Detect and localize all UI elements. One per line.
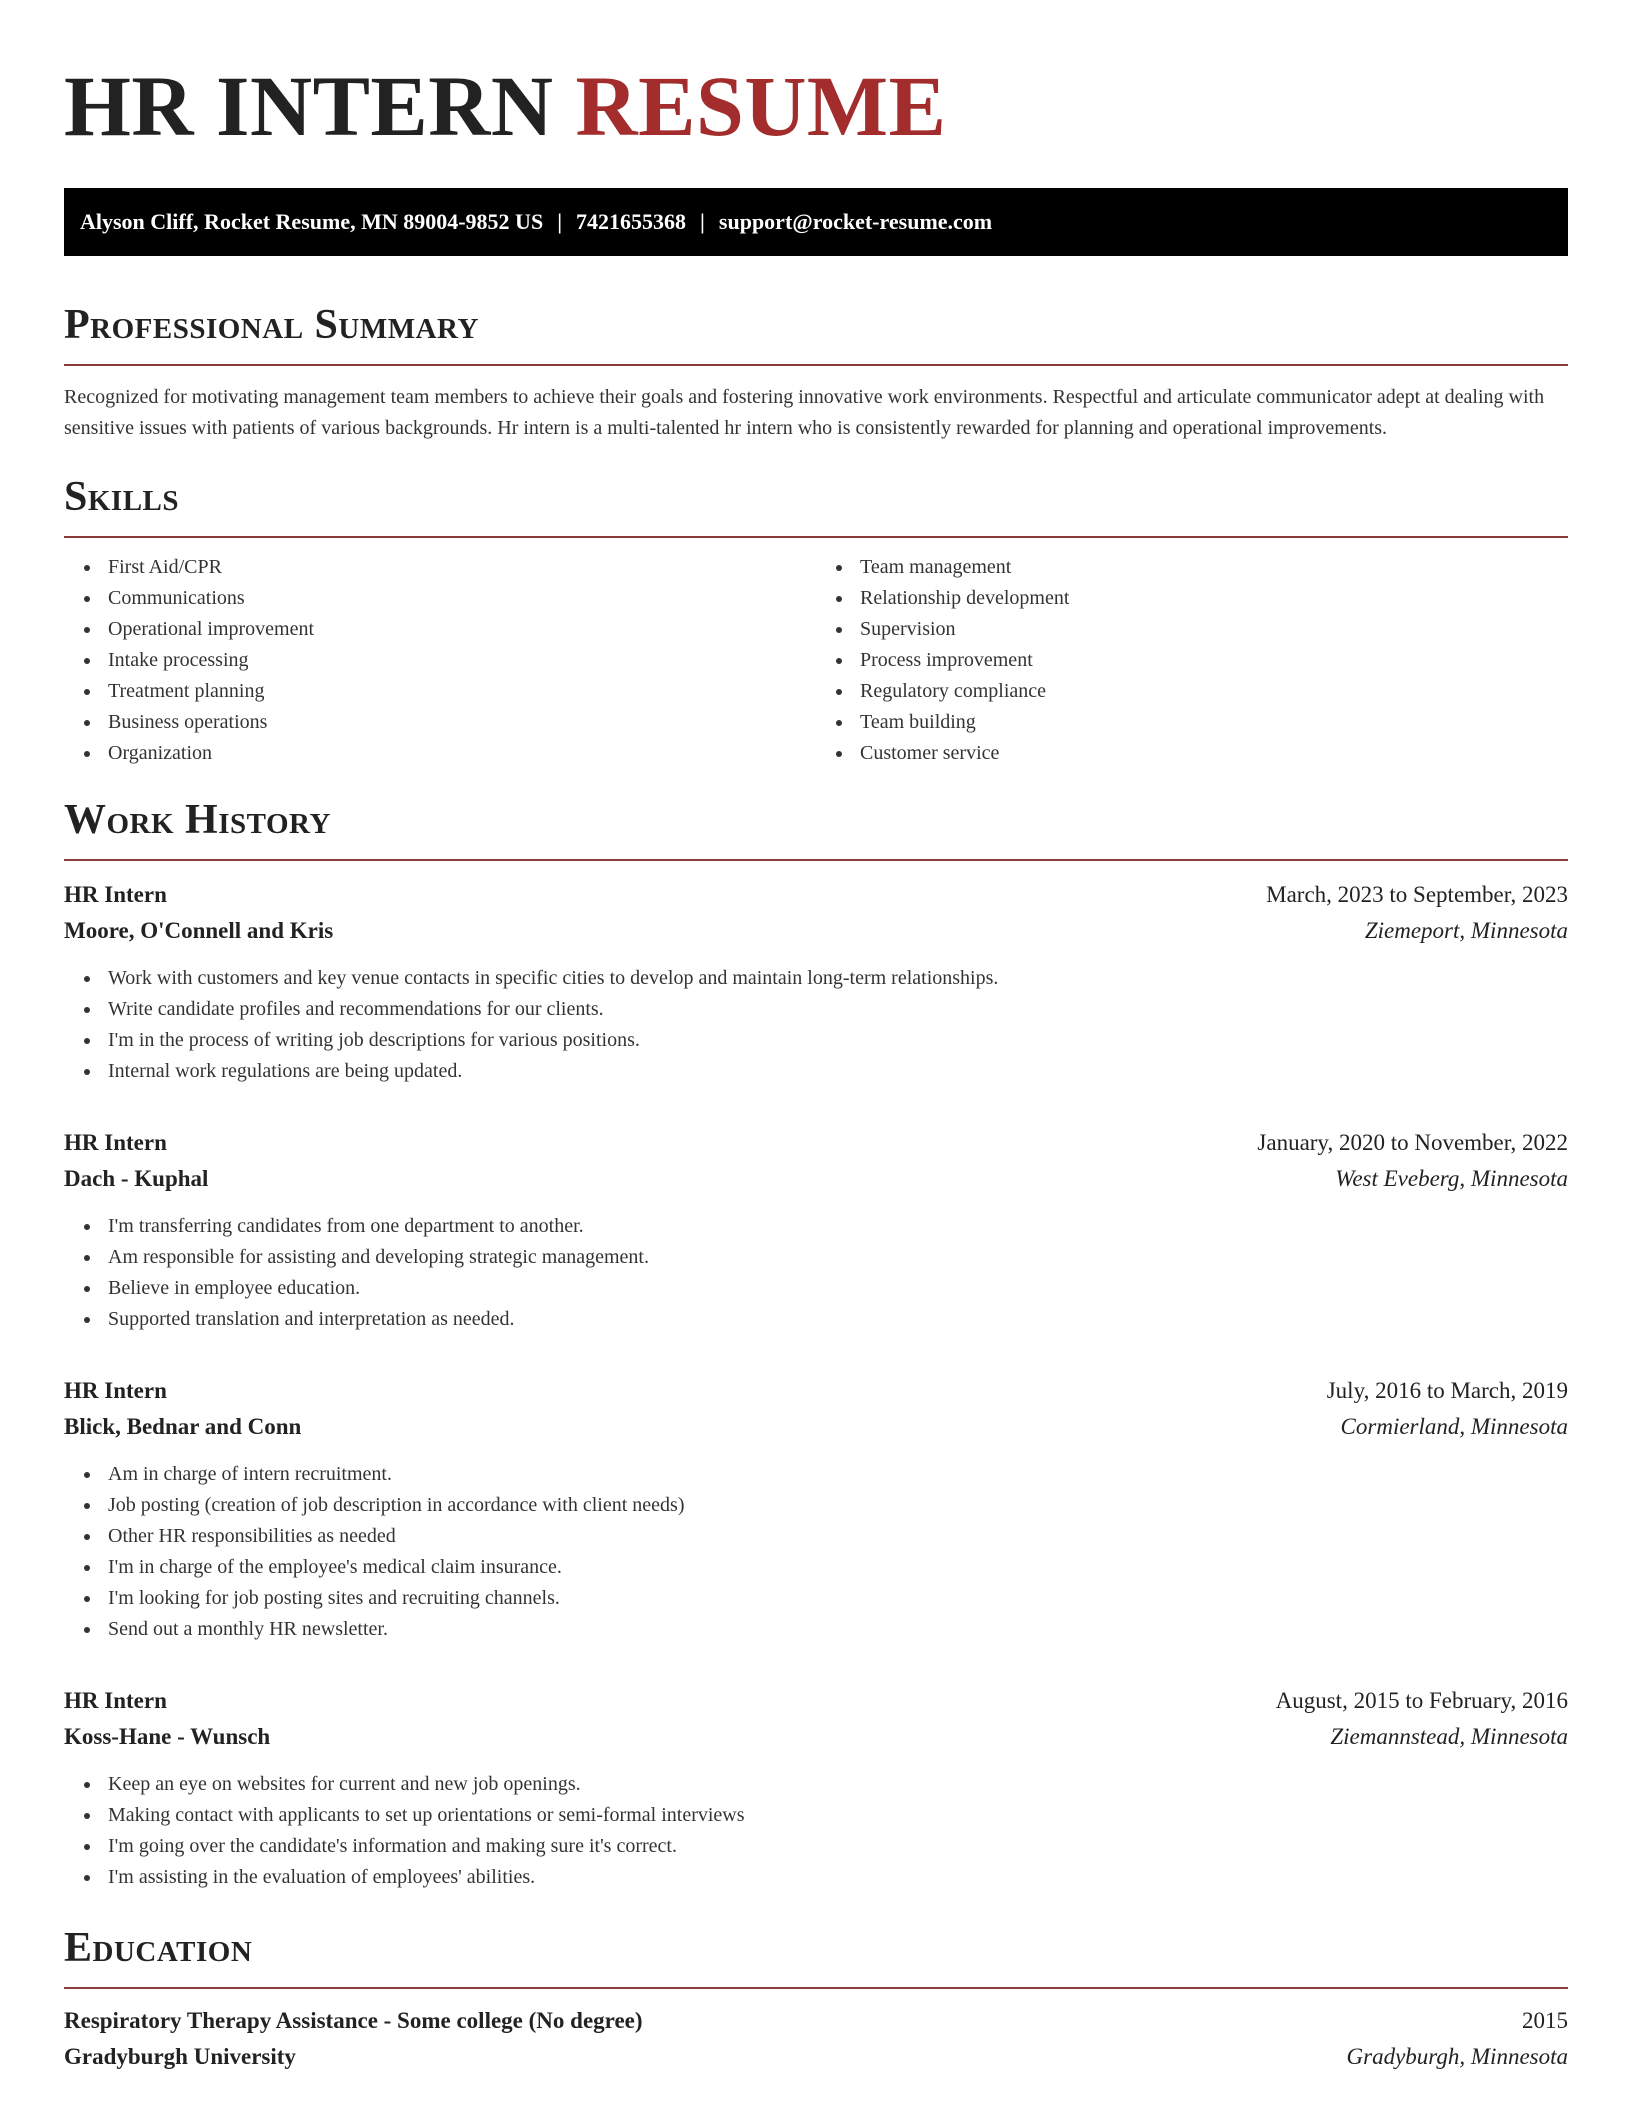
skill-item: Team building [860,707,1568,738]
job-entry [64,1373,1568,1645]
education-school-row [64,2039,1568,2075]
job-title: HR Intern [64,1688,167,1713]
skill-item: Regulatory compliance [860,676,1568,707]
job-location: Cormierland, Minnesota [1340,1414,1568,1439]
job-dates: August, 2015 to February, 2016 [1275,1688,1568,1713]
job-company-row [64,913,1568,949]
job-company: Blick, Bednar and Conn [64,1414,302,1439]
duty-item: Am in charge of intern recruitment. [108,1459,1568,1490]
duty-item: Internal work regulations are being updated. [108,1056,1568,1087]
duty-item: Believe in employee education. [108,1273,1568,1304]
job-company-row [64,1161,1568,1197]
duty-item: I'm assisting in the evaluation of employees' abilities. [108,1862,1568,1893]
duty-item: Other HR responsibilities as needed [108,1521,1568,1552]
job-company-row [64,1409,1568,1445]
contact-bar [64,188,1568,256]
duty-item: Making contact with applicants to set up orientations or semi-formal interviews [108,1800,1568,1831]
contact-phone: 7421655368 [576,209,687,234]
job-entry [64,877,1568,1087]
duty-item: Am responsible for assisting and developing strategic management. [108,1242,1568,1273]
skill-item: Process improvement [860,645,1568,676]
job-duties-list [64,1769,1568,1893]
skill-item: Team management [860,552,1568,583]
duty-item: I'm going over the candidate's information and making sure it's correct. [108,1831,1568,1862]
skill-item: Treatment planning [108,676,816,707]
contact-separator: | [700,209,705,234]
job-company: Koss-Hane - Wunsch [64,1724,271,1749]
skill-item: Communications [108,583,816,614]
duty-item: Supported translation and interpretation as needed. [108,1304,1568,1335]
job-location: Ziemannstead, Minnesota [1330,1724,1568,1749]
job-dates: March, 2023 to September, 2023 [1266,882,1568,907]
contact-address: Alyson Cliff, Rocket Resume, MN 89004-9852 US [80,209,544,234]
job-header-row [64,877,1568,913]
job-entry [64,1125,1568,1335]
skills-section [64,472,1568,769]
education-section [64,1923,1568,2075]
job-entry [64,1683,1568,1893]
skill-item: Operational improvement [108,614,816,645]
duty-item: I'm looking for job posting sites and recruiting channels. [108,1583,1568,1614]
skill-item: Supervision [860,614,1568,645]
education-school: Gradyburgh University [64,2044,296,2069]
summary-text: Recognized for motivating management team members to achieve their goals and fostering innovative work environments. Respectful and articulate communicator adept at dealing with sensitive issues with patients of various backgrounds. Hr intern is a multi-talented hr intern who is consistently rewarded for planning and operational improvements. [64,386,1545,439]
section-divider [64,859,1568,861]
section-heading: Education [64,1925,253,1971]
duty-item: Keep an eye on websites for current and new job openings. [108,1769,1568,1800]
job-header-row [64,1683,1568,1719]
job-location: West Eveberg, Minnesota [1335,1166,1568,1191]
skill-item: Intake processing [108,645,816,676]
job-duties-list [64,1459,1568,1645]
job-company: Moore, O'Connell and Kris [64,918,334,943]
skill-item: Organization [108,738,816,769]
job-header-row [64,1125,1568,1161]
contact-separator: | [557,209,563,234]
job-header-row [64,1373,1568,1409]
skills-list-right [816,552,1568,769]
job-dates: January, 2020 to November, 2022 [1257,1130,1568,1155]
duty-item: Write candidate profiles and recommendations for our clients. [108,994,1568,1025]
skill-item: First Aid/CPR [108,552,816,583]
education-location: Gradyburgh, Minnesota [1346,2044,1568,2069]
job-title: HR Intern [64,1130,167,1155]
education-degree-row [64,2003,1568,2039]
job-dates: July, 2016 to March, 2019 [1326,1378,1568,1403]
job-title: HR Intern [64,882,167,907]
resume-title [64,56,1568,156]
job-duties-list [64,1211,1568,1335]
duty-item: I'm transferring candidates from one department to another. [108,1211,1568,1242]
skill-item: Relationship development [860,583,1568,614]
education-degree: Respiratory Therapy Assistance - Some college (No degree) [64,2008,643,2033]
job-company: Dach - Kuphal [64,1166,209,1191]
section-heading: Work History [64,797,331,843]
skills-list-left [64,552,816,769]
job-title: HR Intern [64,1378,167,1403]
title-accent: RESUME [575,58,947,154]
section-divider [64,364,1568,366]
education-year: 2015 [1522,2008,1568,2033]
work-history-section [64,795,1568,1893]
job-company-row [64,1719,1568,1755]
section-divider [64,536,1568,538]
duty-item: I'm in the process of writing job descriptions for various positions. [108,1025,1568,1056]
education-entry [64,2003,1568,2075]
duty-item: Job posting (creation of job description in accordance with client needs) [108,1490,1568,1521]
contact-email[interactable]: support@rocket-resume.com [718,209,993,234]
skill-item: Customer service [860,738,1568,769]
section-divider [64,1987,1568,1989]
skill-item: Business operations [108,707,816,738]
job-location: Ziemeport, Minnesota [1364,918,1568,943]
job-duties-list [64,963,1568,1087]
duty-item: I'm in charge of the employee's medical claim insurance. [108,1552,1568,1583]
section-heading: Professional Summary [64,302,479,348]
skills-grid [64,552,1568,769]
professional-summary-section [64,300,1568,444]
duty-item: Work with customers and key venue contacts in specific cities to develop and maintain long-term relationships. [108,963,1568,994]
section-heading: Skills [64,474,180,520]
duty-item: Send out a monthly HR newsletter. [108,1614,1568,1645]
title-main: HR INTERN [64,58,554,154]
